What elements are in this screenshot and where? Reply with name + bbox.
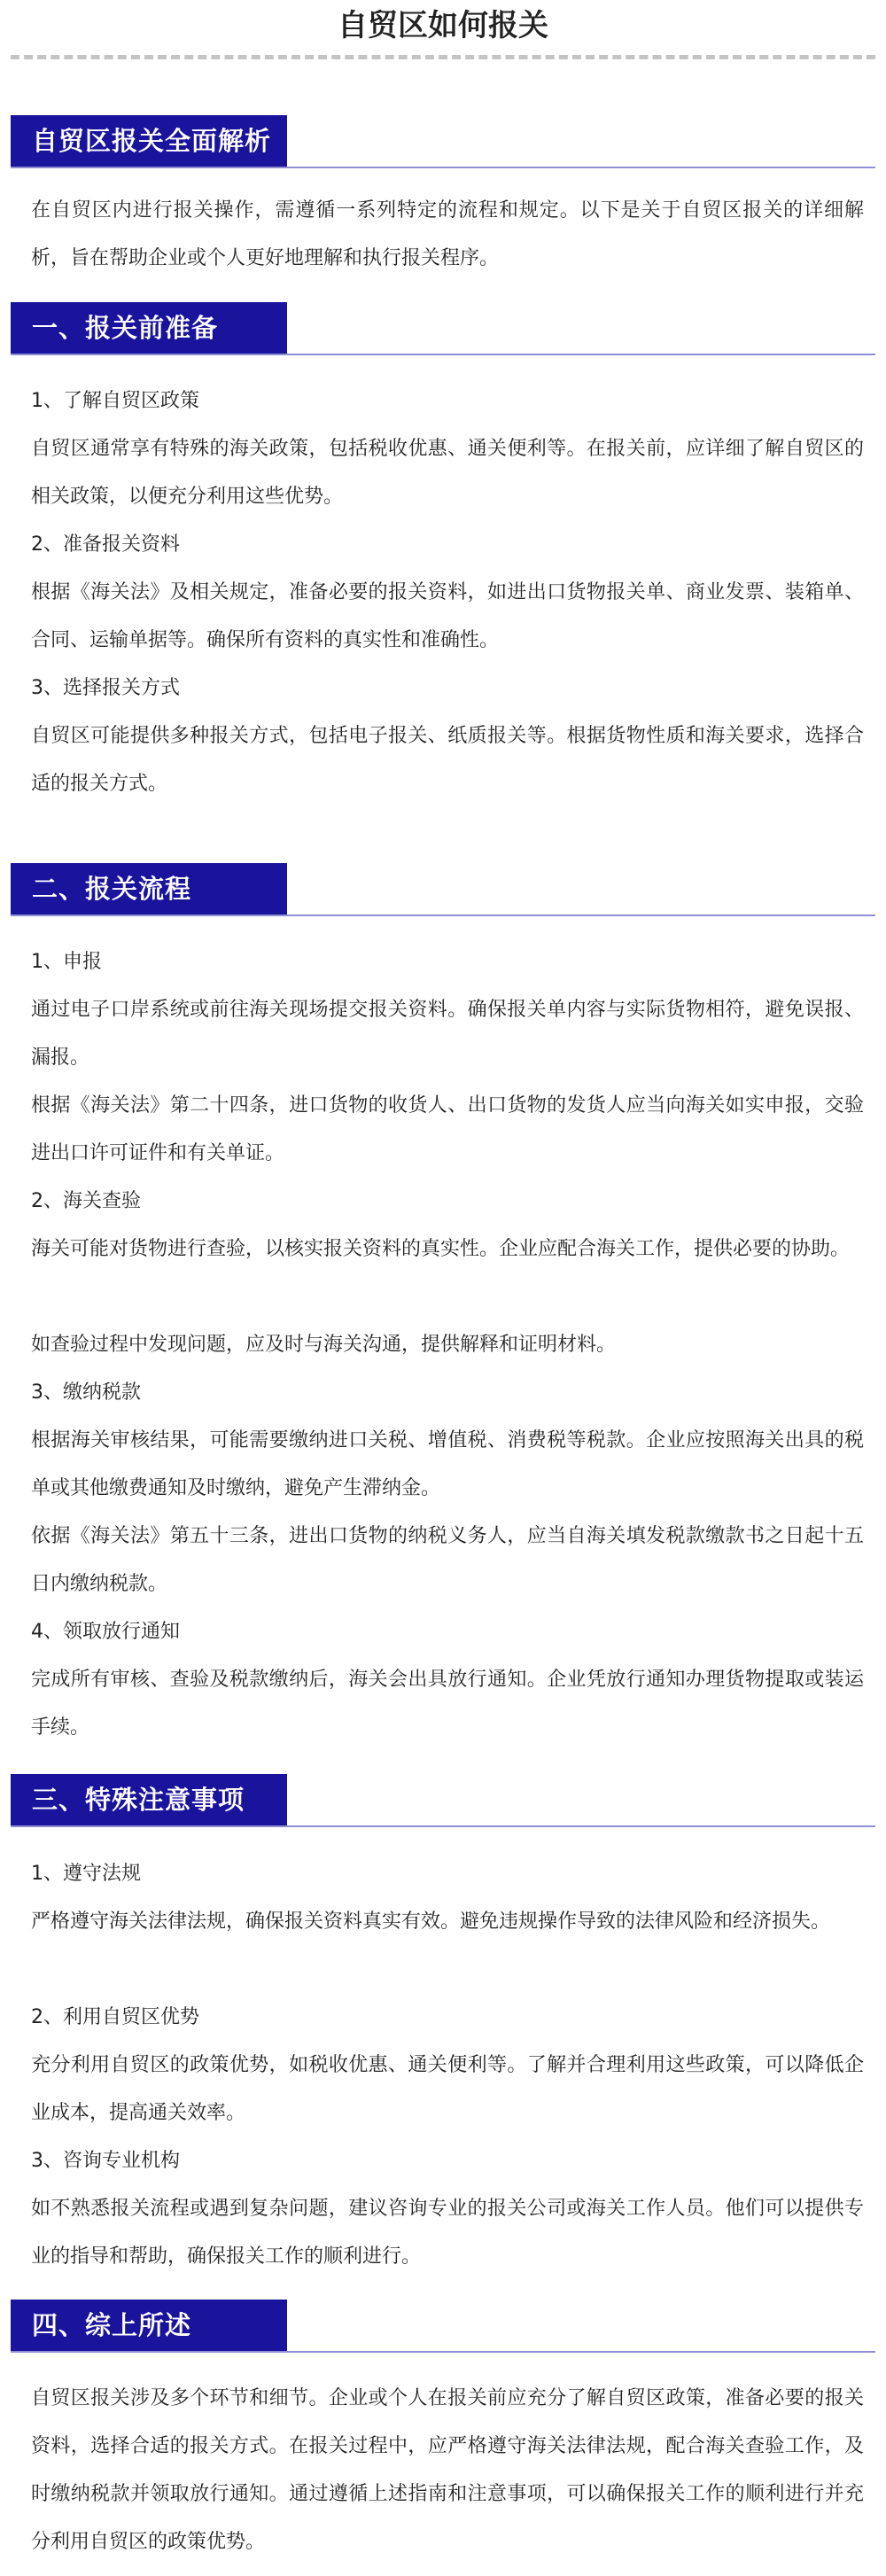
section-heading-preparation: 一、报关前准备 <box>11 302 287 354</box>
subheading: 1、申报 <box>31 951 102 973</box>
paragraph: 如不熟悉报关流程或遇到复杂问题，建议咨询专业的报关公司或海关工作人员。他们可以提供专业的指导和帮助，确保报关工作的顺利进行。 <box>31 2198 864 2268</box>
subheading: 2、准备报关资料 <box>31 533 180 556</box>
title-divider <box>11 55 875 59</box>
subheading: 3、咨询专业机构 <box>31 2150 180 2172</box>
section-heading-overview: 自贸区报关全面解析 <box>11 115 287 167</box>
section-heading-summary: 四、综上所述 <box>11 2300 287 2351</box>
paragraph: 自贸区报关涉及多个环节和细节。企业或个人在报关前应充分了解自贸区政策，准备必要的报关资料，选择合适的报关方式。在报关过程中，应严格遵守海关法律法规，配合海关查验工作，及时缴纳税款并领取放行通知。通过遵循上述指南和注意事项，可以确保报关工作的顺利进行并充分利用自贸区的政策优势。 <box>31 2387 864 2553</box>
section-divider <box>11 167 875 168</box>
subheading: 1、遵守法规 <box>31 1863 141 1885</box>
subheading: 2、海关查验 <box>31 1190 141 1212</box>
section-divider <box>11 354 875 355</box>
section-heading-notes: 三、特殊注意事项 <box>11 1774 287 1825</box>
subheading: 2、利用自贸区优势 <box>31 2006 199 2028</box>
paragraph: 完成所有审核、查验及税款缴纳后，海关会出具放行通知。企业凭放行通知办理货物提取或装运手续。 <box>31 1669 864 1739</box>
page-title: 自贸区如何报关 <box>338 8 548 43</box>
paragraph: 海关可能对货物进行查验，以核实报关资料的真实性。企业应配合海关工作，提供必要的协助。 <box>31 1238 851 1260</box>
paragraph: 通过电子口岸系统或前往海关现场提交报关资料。确保报关单内容与实际货物相符，避免误报、漏报。 <box>31 999 864 1069</box>
paragraph: 根据《海关法》第二十四条，进口货物的收货人、出口货物的发货人应当向海关如实申报，交验进出口许可证件和有关单证。 <box>31 1094 864 1164</box>
paragraph: 根据《海关法》及相关规定，准备必要的报关资料，如进出口货物报关单、商业发票、装箱单、合同、运输单据等。确保所有资料的真实性和准确性。 <box>31 581 864 651</box>
subheading: 3、选择报关方式 <box>31 677 180 699</box>
section-divider <box>11 2351 875 2353</box>
paragraph: 根据海关审核结果，可能需要缴纳进口关税、增值税、消费税等税款。企业应按照海关出具的税单或其他缴费通知及时缴纳，避免产生滞纳金。 <box>31 1429 864 1499</box>
section-heading-process: 二、报关流程 <box>11 863 287 914</box>
paragraph: 自贸区通常享有特殊的海关政策，包括税收优惠、通关便利等。在报关前，应详细了解自贸区的相关政策，以便充分利用这些优势。 <box>31 438 864 508</box>
section-divider <box>11 1825 875 1827</box>
subheading: 1、了解自贸区政策 <box>31 390 199 412</box>
subheading: 4、领取放行通知 <box>31 1621 180 1643</box>
paragraph: 充分利用自贸区的政策优势，如税收优惠、通关便利等。了解并合理利用这些政策，可以降低企业成本，提高通关效率。 <box>31 2054 864 2124</box>
paragraph: 依据《海关法》第五十三条，进出口货物的纳税义务人，应当自海关填发税款缴款书之日起十五日内缴纳税款。 <box>31 1525 864 1595</box>
paragraph: 严格遵守海关法律法规，确保报关资料真实有效。避免违规操作导致的法律风险和经济损失。 <box>31 1911 831 1933</box>
paragraph: 在自贸区内进行报关操作，需遵循一系列特定的流程和规定。以下是关于自贸区报关的详细解析，旨在帮助企业或个人更好地理解和执行报关程序。 <box>31 199 864 269</box>
section-divider <box>11 914 875 916</box>
subheading: 3、缴纳税款 <box>31 1381 141 1404</box>
paragraph: 如查验过程中发现问题，应及时与海关沟通，提供解释和证明材料。 <box>31 1334 617 1356</box>
paragraph: 自贸区可能提供多种报关方式，包括电子报关、纸质报关等。根据货物性质和海关要求，选择合适的报关方式。 <box>31 725 864 795</box>
